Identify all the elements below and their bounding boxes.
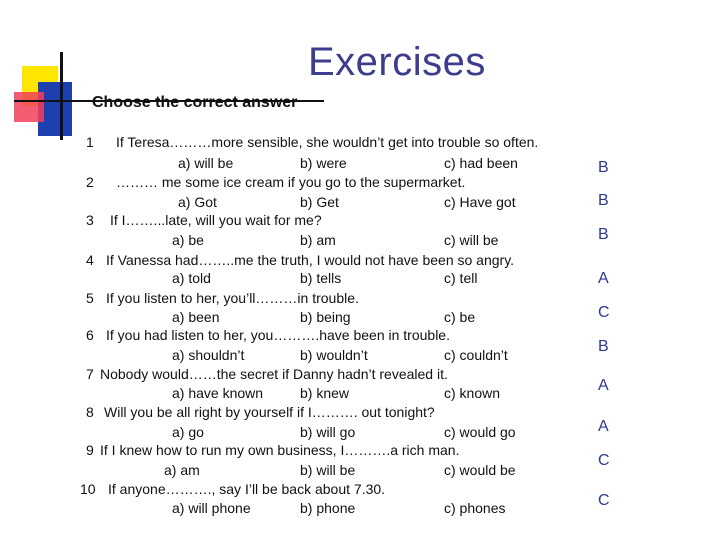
answer-key: A	[598, 270, 609, 287]
option-a: a) have known	[172, 385, 264, 401]
decor-vertical-line	[60, 52, 63, 140]
question-number: 10	[80, 481, 96, 497]
question-text: If Vanessa had……..me the truth, I would not have been so angry.	[106, 252, 515, 268]
option-b: b) wouldn’t	[300, 347, 368, 363]
question-number: 8	[86, 404, 94, 420]
option-b: b) tells	[300, 270, 342, 286]
option-c: c) couldn’t	[444, 347, 508, 363]
option-a: a) be	[172, 232, 204, 248]
answer-key: C	[598, 492, 610, 509]
question-text: If Teresa………more sensible, she wouldn’t get into trouble so often.	[116, 134, 539, 150]
answer-key: C	[598, 304, 610, 321]
option-b: b) were	[300, 155, 347, 171]
question-number: 9	[86, 442, 94, 458]
option-c: c) be	[444, 309, 476, 325]
option-c: c) would be	[444, 462, 516, 478]
answer-key: A	[598, 418, 609, 435]
question-text: If you listen to her, you’ll………in trouble.	[106, 290, 359, 306]
answer-key: B	[598, 159, 609, 176]
option-a: a) Got	[178, 194, 217, 210]
question-text: Will you be all right by yourself if I………. out tonight?	[104, 404, 435, 420]
question-text: ……… me some ice cream if you go to the supermarket.	[116, 174, 466, 190]
question-number: 3	[86, 212, 94, 228]
option-a: a) told	[172, 270, 211, 286]
option-c: c) had been	[444, 155, 518, 171]
answer-key: C	[598, 452, 610, 469]
answer-key: B	[598, 226, 609, 243]
answer-key: A	[598, 377, 609, 394]
answer-key: B	[598, 338, 609, 355]
question-number: 4	[86, 252, 94, 268]
option-a: a) will be	[178, 155, 234, 171]
question-text: Nobody would……the secret if Danny hadn’t revealed it.	[100, 366, 448, 382]
option-c: c) known	[444, 385, 501, 401]
option-b: b) will go	[300, 424, 356, 440]
option-a: a) go	[172, 424, 204, 440]
question-number: 5	[86, 290, 94, 306]
option-c: c) will be	[444, 232, 499, 248]
question-number: 2	[86, 174, 94, 190]
answer-key: B	[598, 192, 609, 209]
option-b: b) phone	[300, 500, 356, 516]
question-text: If anyone………., say I’ll be back about 7.30.	[108, 481, 386, 497]
question-text: If I knew how to run my own business, I……….a rich man.	[100, 442, 460, 458]
question-number: 1	[86, 134, 94, 150]
option-c: c) would go	[444, 424, 516, 440]
option-c: c) tell	[444, 270, 478, 286]
option-b: b) knew	[300, 385, 350, 401]
option-a: a) will phone	[172, 500, 251, 516]
option-a: a) been	[172, 309, 220, 325]
option-c: c) Have got	[444, 194, 516, 210]
question-text: If you had listen to her, you……….have been in trouble.	[106, 327, 450, 343]
option-b: b) Get	[300, 194, 339, 210]
option-b: b) being	[300, 309, 351, 325]
question-number: 7	[86, 366, 94, 382]
decor-red-square	[14, 92, 44, 122]
option-b: b) am	[300, 232, 336, 248]
question-number: 6	[86, 327, 94, 343]
instruction-heading: Choose the correct answer	[92, 94, 298, 111]
option-b: b) will be	[300, 462, 356, 478]
option-c: c) phones	[444, 500, 506, 516]
option-a: a) am	[164, 462, 200, 478]
page-title: Exercises	[308, 40, 486, 84]
option-a: a) shouldn’t	[172, 347, 245, 363]
question-text: If I……...late, will you wait for me?	[110, 212, 322, 228]
